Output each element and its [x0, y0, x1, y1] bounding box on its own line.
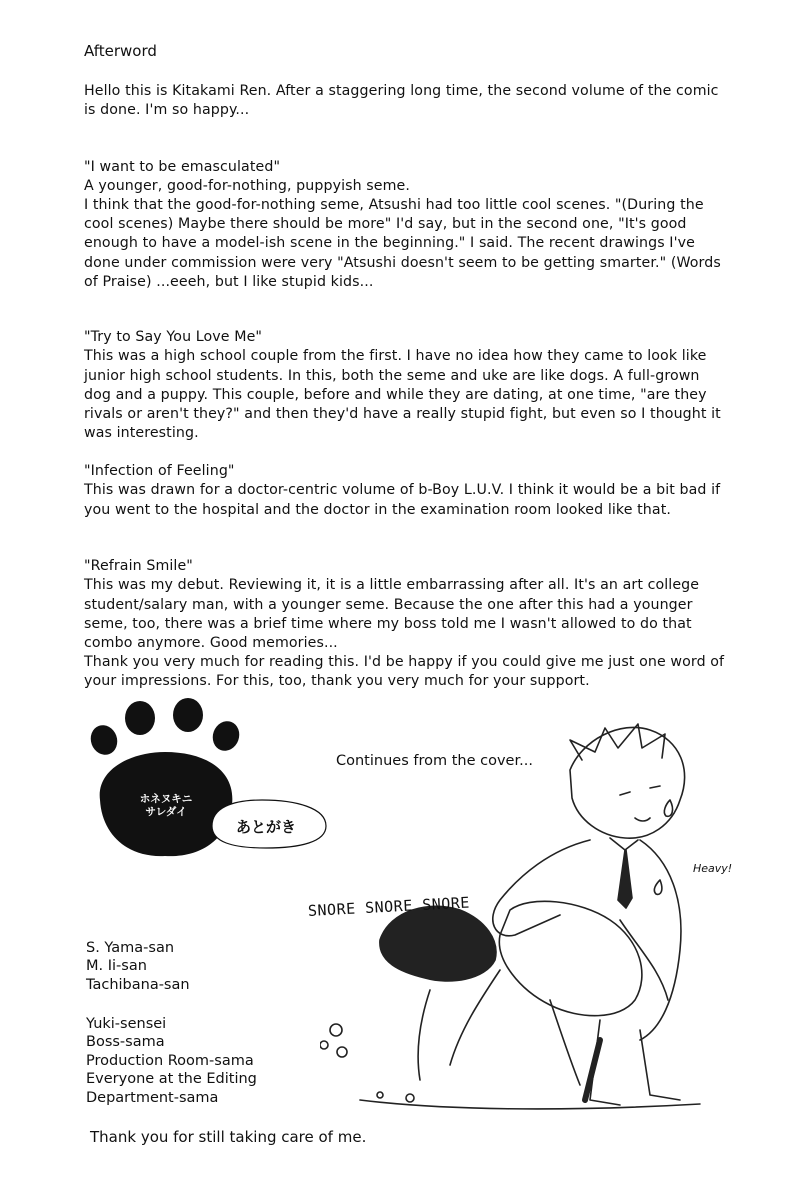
heavy-caption: Heavy! — [693, 862, 733, 875]
afterword-title: Afterword — [84, 42, 157, 60]
paragraph-text: "Try to Say You Love Me" This was a high school couple from the first. I have no idea how they came to look like junior high school students. In this, both the seme and uke are like dogs. A full-grown dog and a puppy. This couple, before and while they are dating, at one time, "are they rivals or aren't they?" and then they'd have a really stupid fight, but even so I thought it was interesting. — [84, 329, 721, 442]
snore-sound-effect: SNORE SNORE SNORE — [307, 893, 471, 920]
credit-line: M. Ii-san — [86, 958, 147, 975]
closing-line: Thank you for still taking care of me. — [90, 1128, 367, 1146]
continues-caption: Continues from the cover... — [336, 753, 533, 769]
credit-line: S. Yama-san — [86, 940, 175, 956]
paw-logo-line2: サレダイ — [145, 806, 187, 818]
credit-line: Boss-sama — [86, 1034, 165, 1051]
paragraph-text: "Infection of Feeling" This was drawn for a doctor-centric volume of b-Boy L.U.V. I think it would be a bit bad if you went to the hospital and the doctor in the examination room looked like that. — [84, 463, 721, 518]
credits-group-1 — [86, 939, 190, 994]
paragraph-text: "Refrain Smile" This was my debut. Reviewing it, it is a little embarrassing after all. It's an art college student/salary man, with a younger seme. Because the one after this had a younger seme, too, there was a brief time where my boss told me I wasn't allowed to do that combo anymore. Good memories... — [84, 558, 700, 652]
paragraph-text: I think that the good-for-nothing seme, Atsushi had too little cool scenes. "(During the cool scenes) Maybe there should be more" I'd say, but in the second one, "It's good enough to have a model-ish scene in the beginning." I said. The recent drawings I've done under commission were very "Atsushi doesn't seem to be getting smarter." (Words of Praise) ...eeeh, but I like stupid kids... — [84, 197, 721, 290]
paragraph-text: Hello this is Kitakami Ren. After a staggering long time, the second volume of the comic is done. I'm so happy... — [84, 83, 719, 119]
credit-line: Everyone at the Editing — [86, 1071, 257, 1088]
credit-line: Yuki-sensei — [86, 1016, 167, 1032]
credit-line: Department-sama — [86, 1089, 219, 1106]
credit-line: Production Room-sama — [86, 1052, 254, 1069]
credits-group-2 — [86, 1015, 257, 1107]
paragraph-text: Thank you very much for reading this. I'd be happy if you could give me just one word of your impressions. For this, too, thank you very much for your support. — [84, 654, 725, 690]
atogaki-label: あとがき — [236, 818, 297, 836]
credit-line: Tachibana-san — [86, 976, 190, 993]
paw-logo-text — [120, 793, 212, 819]
paragraph-text: "I want to be emasculated" A younger, good-for-nothing, puppyish seme. — [84, 159, 410, 195]
paw-logo-line1: ホネヌキニ — [139, 793, 193, 805]
